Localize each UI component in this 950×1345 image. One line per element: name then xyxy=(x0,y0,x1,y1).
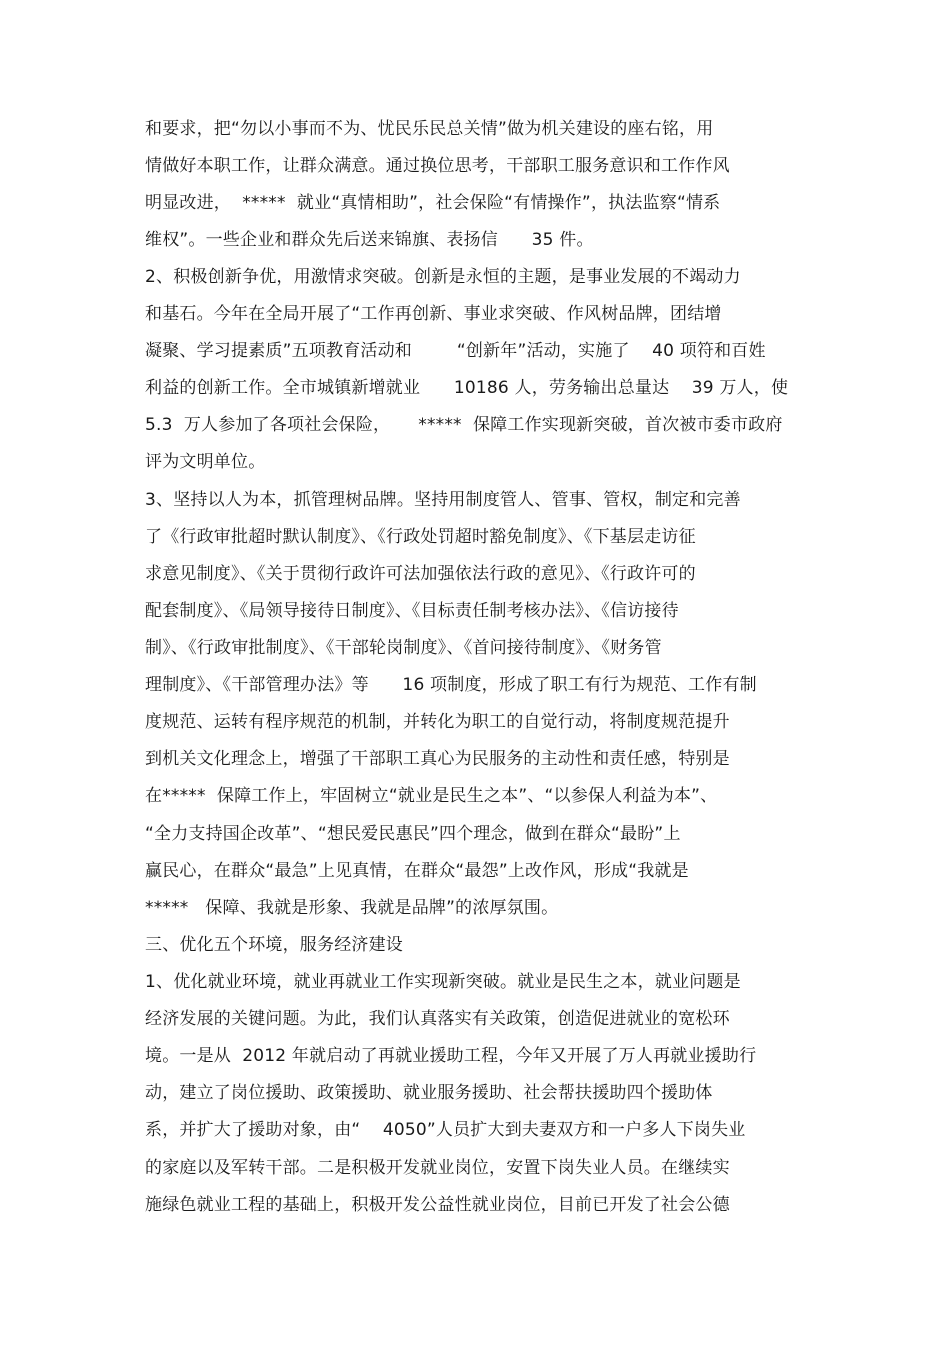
text-line: 动，建立了岗位援助、政策援助、就业服务援助、社会帮扶援助四个援助体 xyxy=(145,1083,713,1103)
text-line: 系，并扩大了援助对象，由“ 4050”人员扩大到夫妻双方和一户多人下岗失业 xyxy=(145,1120,746,1140)
text-line: 理制度》、《干部管理办法》等 16 项制度，形成了职工有行为规范、工作有制 xyxy=(145,675,757,695)
text-line: 的家庭以及军转干部。二是积极开发就业岗位，安置下岗失业人员。在继续实 xyxy=(145,1158,730,1178)
text-line: 赢民心，在群众“最急”上见真情，在群众“最怨”上改作风，形成“我就是 xyxy=(145,861,689,881)
text-line: 在***** 保障工作上，牢固树立“就业是民生之本”、“以参保人利益为本”、 xyxy=(145,786,718,806)
text-line: 制》、《行政审批制度》、《干部轮岗制度》、《首问接待制度》、《财务管 xyxy=(145,638,662,658)
text-line: 2、积极创新争优，用激情求突破。创新是永恒的主题，是事业发展的不竭动力 xyxy=(145,267,741,287)
text-line: 维权”。一些企业和群众先后送来锦旗、表扬信 35 件。 xyxy=(145,230,594,250)
text-line: ***** 保障、我就是形象、我就是品牌”的浓厚氛围。 xyxy=(145,898,559,918)
text-line: 境。一是从 2012 年就启动了再就业援助工程，今年又开展了万人再就业援助行 xyxy=(145,1046,757,1066)
text-line: 求意见制度》、《关于贯彻行政许可法加强依法行政的意见》、《行政许可的 xyxy=(145,564,696,584)
text-line: 凝聚、学习提素质”五项教育活动和 “创新年”活动，实施了 40 项符和百姓 xyxy=(145,341,766,361)
text-line: 评为文明单位。 xyxy=(145,452,266,472)
text-line: 和要求，把“勿以小事而不为、忧民乐民总关情”做为机关建设的座右铭，用 xyxy=(145,119,714,139)
text-line: 经济发展的关键问题。为此，我们认真落实有关政策，创造促进就业的宽松环 xyxy=(145,1009,730,1029)
text-line: 1、优化就业环境，就业再就业工作实现新突破。就业是民生之本，就业问题是 xyxy=(145,972,741,992)
text-line: 5.3 万人参加了各项社会保险， ***** 保障工作实现新突破，首次被市委市政府 xyxy=(145,415,783,435)
text-line: 3、坚持以人为本，抓管理树品牌。坚持用制度管人、管事、管权，制定和完善 xyxy=(145,490,741,510)
text-line: 利益的创新工作。全市城镇新增就业 10186 人，劳务输出总量达 39 万人，使 xyxy=(145,378,789,398)
section-heading: 三、优化五个环境，服务经济建设 xyxy=(145,935,403,955)
text-line: 明显改进， ***** 就业“真情相助”，社会保险“有情操作”，执法监察“情系 xyxy=(145,193,721,213)
text-line: 情做好本职工作，让群众满意。通过换位思考，干部职工服务意识和工作作风 xyxy=(145,156,730,176)
text-line: 度规范、运转有程序规范的机制，并转化为职工的自觉行动，将制度规范提升 xyxy=(145,712,730,732)
text-line: 了《行政审批超时默认制度》、《行政处罚超时豁免制度》、《下基层走访征 xyxy=(145,527,696,547)
text-line: 施绿色就业工程的基础上，积极开发公益性就业岗位，目前已开发了社会公德 xyxy=(145,1195,730,1215)
text-line: 和基石。今年在全局开展了“工作再创新、事业求突破、作风树品牌，团结增 xyxy=(145,304,722,324)
text-line: “全力支持国企改革”、“想民爱民惠民”四个理念，做到在群众“最盼”上 xyxy=(145,824,681,844)
text-line: 到机关文化理念上，增强了干部职工真心为民服务的主动性和责任感，特别是 xyxy=(145,749,730,769)
text-line: 配套制度》、《局领导接待日制度》、《目标责任制考核办法》、《信访接待 xyxy=(145,601,679,621)
